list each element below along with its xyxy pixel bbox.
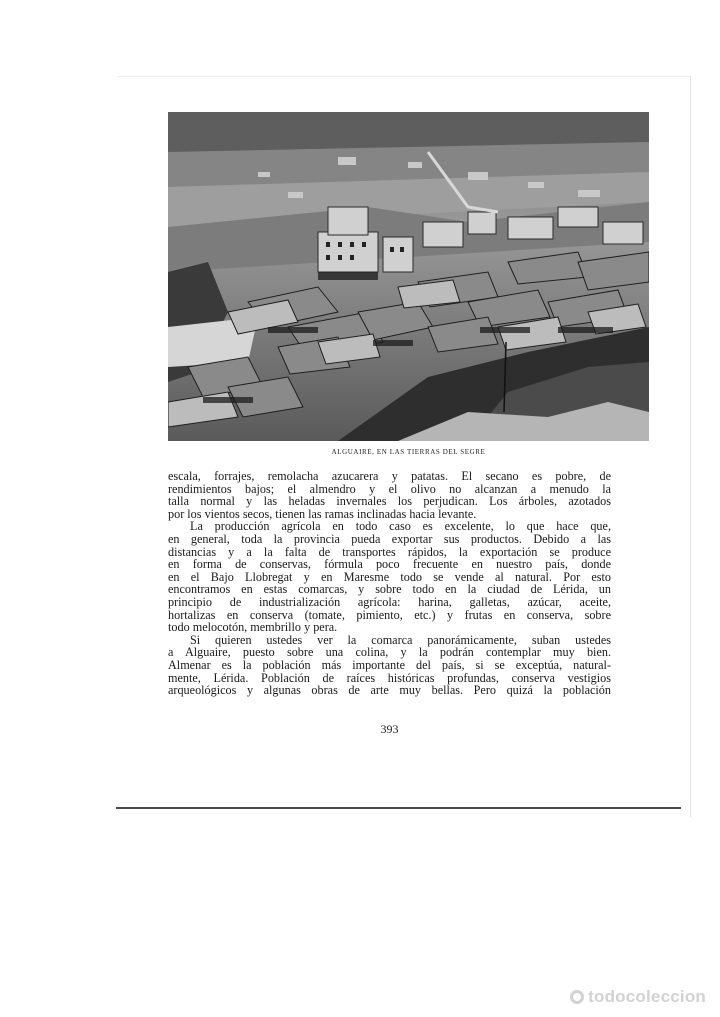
watermark-icon (570, 990, 584, 1004)
photo-caption: ALGUAIRE, EN LAS TIERRAS DEL SEGRE (331, 448, 486, 456)
text-line: La producción agrícola en todo caso es excelente, lo que hace que, (190, 519, 611, 534)
village-photograph (168, 112, 649, 441)
text-line: encontramos en estas comarcas, y sobre todo en la ciudad de Lérida, un (168, 582, 611, 597)
text-line: escala, forrajes, remolacha azucarera y patatas. El secano es pobre, de (168, 469, 611, 483)
text-line: Si quieren ustedes ver la comarca panorámicamente, suban ustedes (190, 632, 611, 647)
watermark-text: todocoleccion (588, 987, 706, 1006)
page-number: 393 (380, 722, 399, 736)
text-line: arqueológicos y algunas obras de arte muy bellas. Pero quizá la población (168, 683, 611, 698)
text-line: Almenar es la población más importante del país, si se exceptúa, natural- (168, 657, 611, 672)
text-line: en forma de conservas, fórmula poco frecuente en nuestro país, donde (168, 557, 611, 572)
text-line: distancias y a la falta de transportes rápidos, la exportación se produce (168, 544, 611, 559)
text-line: todo melocotón, membrillo y pera. (168, 620, 338, 635)
text-line: en general, toda la provincia pueda exportar sus productos. Debido a las (168, 531, 611, 546)
text-line: a Alguaire, puesto sobre una colina, y la podrán contemplar muy bien. (168, 645, 611, 660)
text-line: en el Bajo Llobregat y en Maresme todo se vende al natural. Por esto (168, 569, 611, 584)
text-line: principio de industrialización agrícola: harina, galletas, azúcar, aceite, (168, 594, 611, 609)
body-text (168, 470, 611, 697)
text-line: mente, Lérida. Población de raíces históricas profundas, conserva vestigios (168, 670, 611, 685)
text-line: rendimientos bajos; el almendro y el olivo no alcanzan a menudo la (168, 481, 611, 496)
text-line: por los vientos secos, tienen las ramas inclinadas hacia levante. (168, 506, 477, 521)
page-edge-rule (116, 807, 681, 809)
text-line: hortalizas en conserva (tomate, pimiento, etc.) y frutas en conserva, sobre (168, 607, 611, 622)
watermark-logo (570, 987, 706, 1007)
text-line: talla normal y las heladas invernales los perjudican. Los árboles, azotados (168, 494, 611, 509)
